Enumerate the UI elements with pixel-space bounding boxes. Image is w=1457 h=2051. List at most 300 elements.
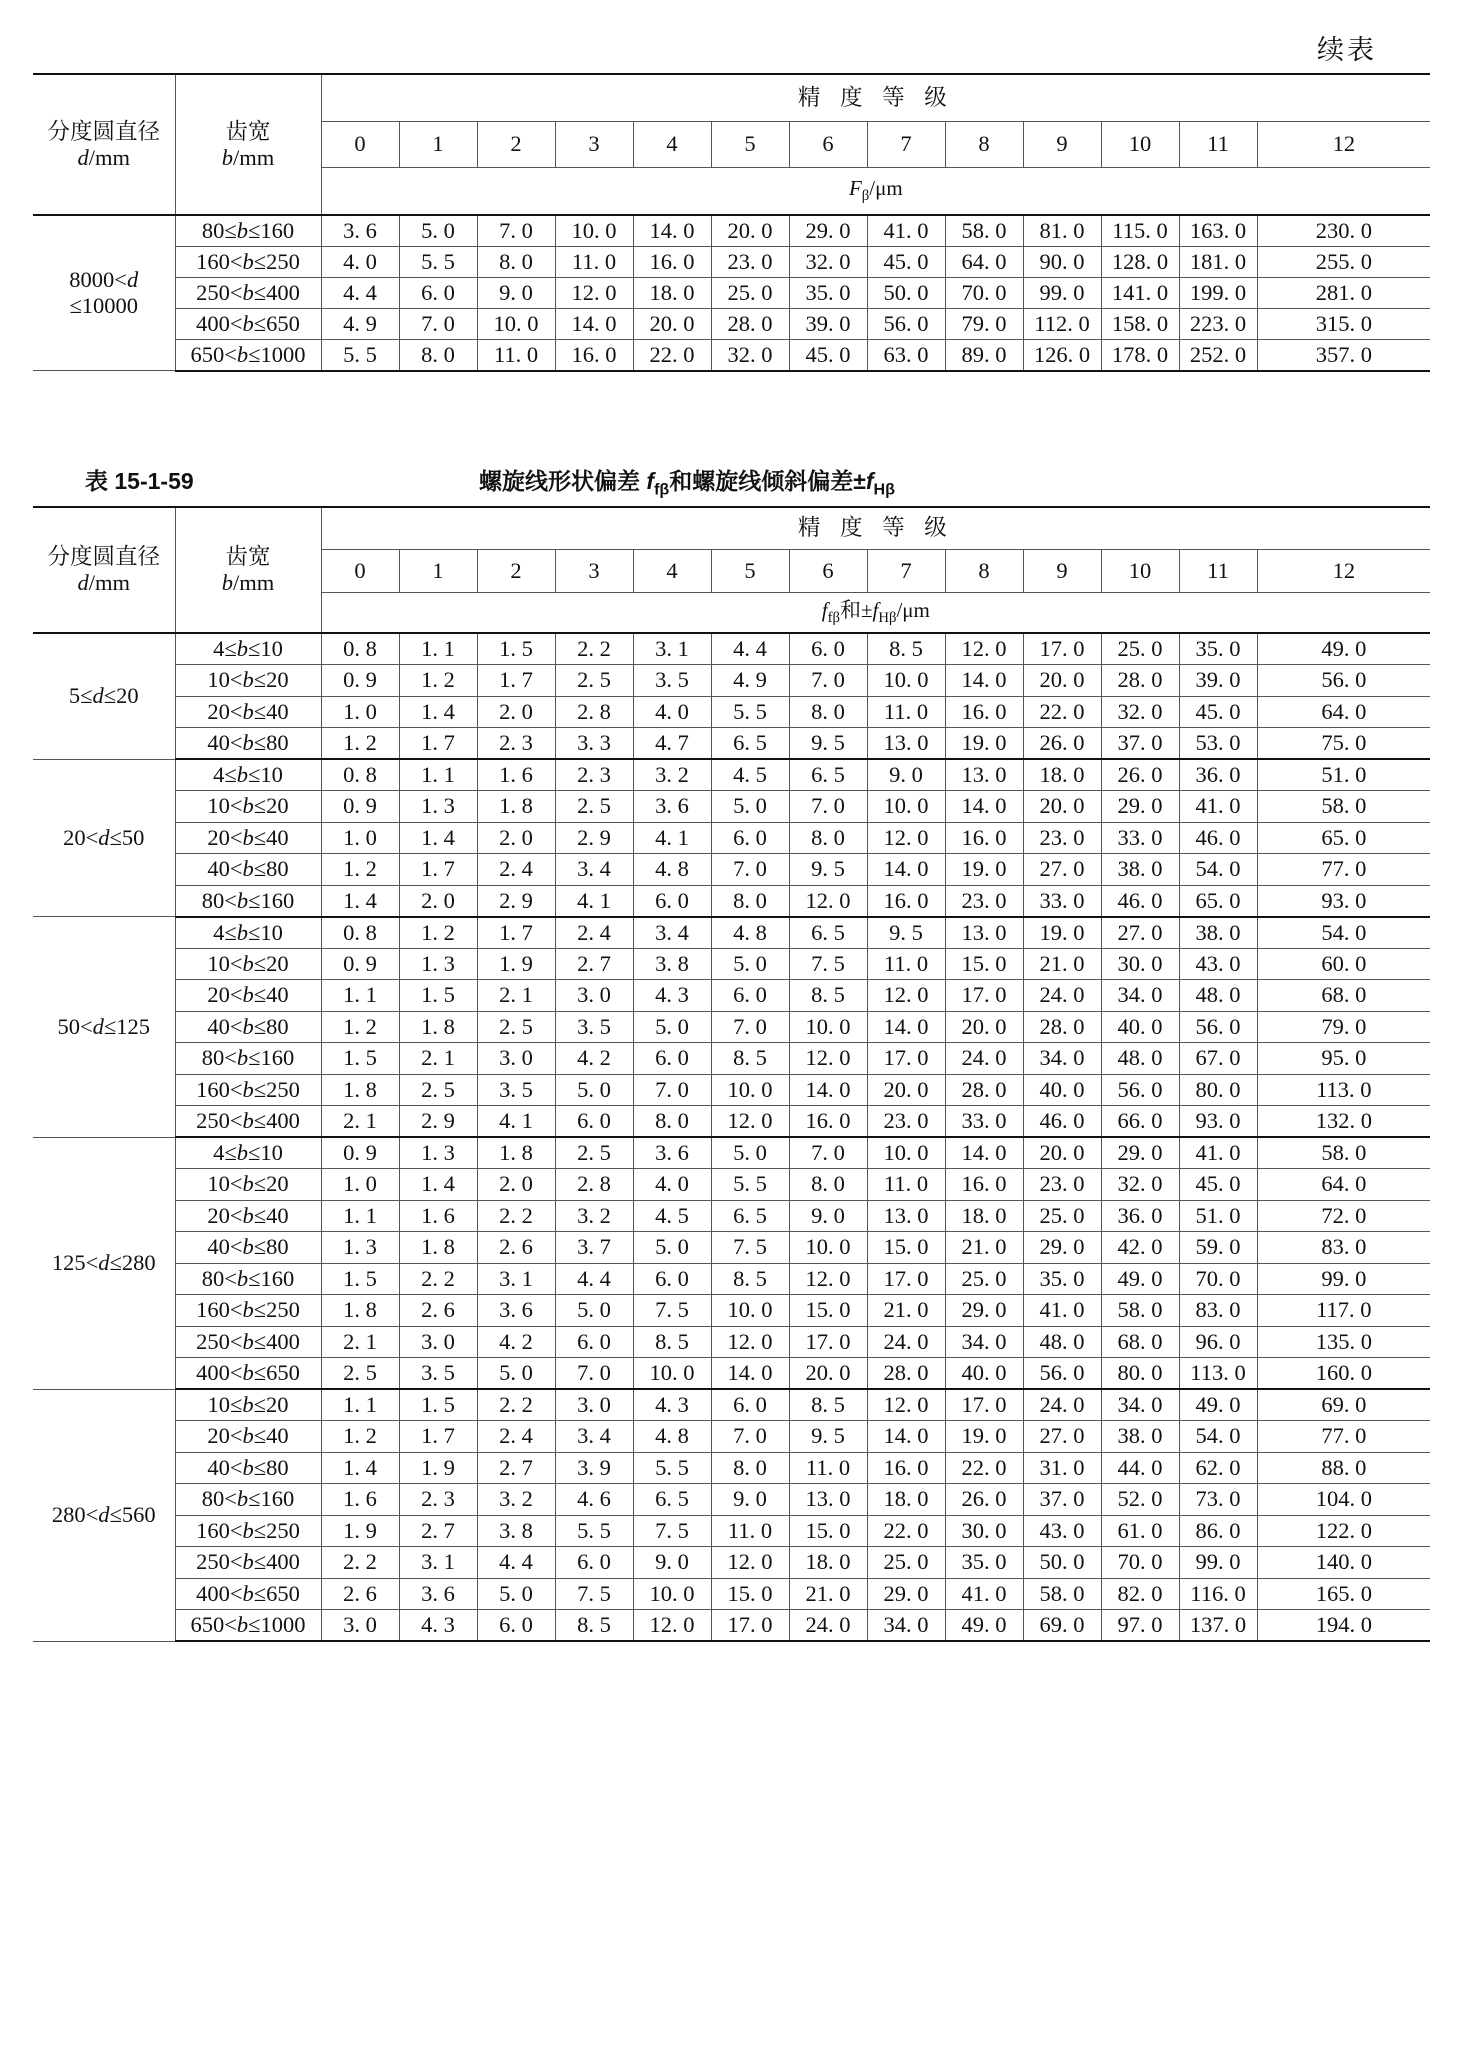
value-cell: 16. 0 xyxy=(945,696,1023,728)
value-cell: 41. 0 xyxy=(1179,1137,1257,1169)
value-cell: 34. 0 xyxy=(1101,980,1179,1012)
value-cell: 160. 0 xyxy=(1257,1358,1430,1390)
value-cell: 3. 1 xyxy=(633,633,711,665)
value-cell: 2. 3 xyxy=(555,759,633,791)
value-cell: 3. 2 xyxy=(555,1200,633,1232)
value-cell: 28. 0 xyxy=(867,1358,945,1390)
value-cell: 1. 8 xyxy=(321,1295,399,1327)
value-cell: 0. 9 xyxy=(321,948,399,980)
value-cell: 14. 0 xyxy=(867,1011,945,1043)
value-cell: 2. 1 xyxy=(321,1326,399,1358)
value-cell: 54. 0 xyxy=(1179,854,1257,886)
value-cell: 194. 0 xyxy=(1257,1610,1430,1642)
value-cell: 4. 8 xyxy=(711,917,789,949)
grade-12: 12 xyxy=(1257,121,1430,167)
continued-label: 续表 xyxy=(1317,35,1377,65)
value-cell: 16. 0 xyxy=(945,822,1023,854)
value-cell: 115. 0 xyxy=(1101,215,1179,246)
value-cell: 48. 0 xyxy=(1179,980,1257,1012)
value-cell: 20. 0 xyxy=(867,1074,945,1106)
value-cell: 39. 0 xyxy=(1179,665,1257,697)
value-cell: 34. 0 xyxy=(867,1610,945,1642)
value-cell: 6. 0 xyxy=(555,1106,633,1138)
value-cell: 38. 0 xyxy=(1101,1421,1179,1453)
table-row xyxy=(33,1326,1430,1358)
value-cell: 4. 8 xyxy=(633,1421,711,1453)
value-cell: 104. 0 xyxy=(1257,1484,1430,1516)
value-cell: 14. 0 xyxy=(945,791,1023,823)
value-cell: 14. 0 xyxy=(867,1421,945,1453)
value-cell: 0. 8 xyxy=(321,759,399,791)
value-cell: 135. 0 xyxy=(1257,1326,1430,1358)
value-cell: 1. 2 xyxy=(399,665,477,697)
value-cell: 6. 5 xyxy=(711,728,789,760)
value-cell: 29. 0 xyxy=(1101,791,1179,823)
value-cell: 62. 0 xyxy=(1179,1452,1257,1484)
value-cell: 2. 4 xyxy=(477,1421,555,1453)
value-cell: 14. 0 xyxy=(711,1358,789,1390)
value-cell: 7. 0 xyxy=(477,215,555,246)
value-cell: 34. 0 xyxy=(1023,1043,1101,1075)
value-cell: 12. 0 xyxy=(711,1326,789,1358)
value-cell: 18. 0 xyxy=(633,277,711,308)
value-cell: 3. 8 xyxy=(633,948,711,980)
table-row xyxy=(33,1295,1430,1327)
value-cell: 32. 0 xyxy=(1101,696,1179,728)
value-cell: 3. 7 xyxy=(555,1232,633,1264)
value-cell: 35. 0 xyxy=(789,277,867,308)
value-cell: 65. 0 xyxy=(1179,885,1257,917)
value-cell: 80. 0 xyxy=(1179,1074,1257,1106)
value-cell: 1. 2 xyxy=(399,917,477,949)
value-cell: 8. 0 xyxy=(711,1452,789,1484)
value-cell: 13. 0 xyxy=(867,1200,945,1232)
value-cell: 10. 0 xyxy=(633,1358,711,1390)
value-cell: 1. 7 xyxy=(399,728,477,760)
value-cell: 1. 3 xyxy=(399,948,477,980)
value-cell: 2. 0 xyxy=(477,1169,555,1201)
value-cell: 16. 0 xyxy=(555,340,633,371)
value-cell: 1. 5 xyxy=(399,980,477,1012)
value-cell: 31. 0 xyxy=(1023,1452,1101,1484)
value-cell: 2. 8 xyxy=(555,1169,633,1201)
value-cell: 4. 5 xyxy=(711,759,789,791)
value-cell: 2. 9 xyxy=(555,822,633,854)
value-cell: 8. 0 xyxy=(789,1169,867,1201)
value-cell: 54. 0 xyxy=(1257,917,1430,949)
value-cell: 18. 0 xyxy=(867,1484,945,1516)
value-cell: 1. 0 xyxy=(321,1169,399,1201)
value-cell: 4. 9 xyxy=(711,665,789,697)
value-cell: 3. 0 xyxy=(555,980,633,1012)
value-cell: 5. 0 xyxy=(633,1232,711,1264)
value-cell: 96. 0 xyxy=(1179,1326,1257,1358)
value-cell: 80. 0 xyxy=(1101,1358,1179,1390)
width-range: 40<b≤80 xyxy=(175,1232,321,1264)
value-cell: 3. 1 xyxy=(477,1263,555,1295)
value-cell: 69. 0 xyxy=(1023,1610,1101,1642)
value-cell: 2. 5 xyxy=(555,791,633,823)
header-grade: 精 度 等 级 xyxy=(321,507,1430,549)
value-cell: 68. 0 xyxy=(1101,1326,1179,1358)
grade-4: 4 xyxy=(633,549,711,592)
width-range: 10<b≤20 xyxy=(175,948,321,980)
value-cell: 48. 0 xyxy=(1023,1326,1101,1358)
value-cell: 58. 0 xyxy=(1257,791,1430,823)
table-row xyxy=(33,1137,1430,1169)
width-range: 80<b≤160 xyxy=(175,1263,321,1295)
value-cell: 24. 0 xyxy=(945,1043,1023,1075)
value-cell: 1. 7 xyxy=(477,665,555,697)
value-cell: 4. 1 xyxy=(633,822,711,854)
value-cell: 16. 0 xyxy=(945,1169,1023,1201)
value-cell: 2. 4 xyxy=(555,917,633,949)
value-cell: 116. 0 xyxy=(1179,1578,1257,1610)
value-cell: 29. 0 xyxy=(1023,1232,1101,1264)
value-cell: 181. 0 xyxy=(1179,246,1257,277)
value-cell: 12. 0 xyxy=(711,1106,789,1138)
value-cell: 3. 6 xyxy=(477,1295,555,1327)
value-cell: 13. 0 xyxy=(945,759,1023,791)
value-cell: 1. 4 xyxy=(321,1452,399,1484)
value-cell: 23. 0 xyxy=(945,885,1023,917)
value-cell: 3. 5 xyxy=(555,1011,633,1043)
value-cell: 7. 0 xyxy=(789,1137,867,1169)
value-cell: 1. 5 xyxy=(321,1043,399,1075)
value-cell: 17. 0 xyxy=(945,980,1023,1012)
value-cell: 35. 0 xyxy=(945,1547,1023,1579)
value-cell: 10. 0 xyxy=(711,1295,789,1327)
value-cell: 7. 0 xyxy=(711,1011,789,1043)
value-cell: 1. 1 xyxy=(321,1200,399,1232)
value-cell: 2. 9 xyxy=(399,1106,477,1138)
width-range: 4≤b≤10 xyxy=(175,917,321,949)
value-cell: 7. 0 xyxy=(789,791,867,823)
value-cell: 1. 2 xyxy=(321,728,399,760)
value-cell: 1. 6 xyxy=(477,759,555,791)
value-cell: 30. 0 xyxy=(1101,948,1179,980)
grade-5: 5 xyxy=(711,549,789,592)
value-cell: 25. 0 xyxy=(945,1263,1023,1295)
value-cell: 77. 0 xyxy=(1257,854,1430,886)
value-cell: 41. 0 xyxy=(1179,791,1257,823)
value-cell: 11. 0 xyxy=(711,1515,789,1547)
width-range: 650<b≤1000 xyxy=(175,340,321,371)
width-range: 400<b≤650 xyxy=(175,1358,321,1390)
grade-6: 6 xyxy=(789,121,867,167)
value-cell: 22. 0 xyxy=(1023,696,1101,728)
grade-3: 3 xyxy=(555,549,633,592)
value-cell: 4. 0 xyxy=(321,246,399,277)
value-cell: 43. 0 xyxy=(1179,948,1257,980)
value-cell: 7. 0 xyxy=(555,1358,633,1390)
value-cell: 79. 0 xyxy=(945,309,1023,340)
value-cell: 40. 0 xyxy=(1023,1074,1101,1106)
value-cell: 2. 1 xyxy=(321,1106,399,1138)
value-cell: 5. 5 xyxy=(321,340,399,371)
value-cell: 10. 0 xyxy=(477,309,555,340)
diameter-range: 5≤d≤20 xyxy=(33,633,175,759)
value-cell: 7. 0 xyxy=(789,665,867,697)
value-cell: 1. 5 xyxy=(321,1263,399,1295)
width-range: 40<b≤80 xyxy=(175,1011,321,1043)
diameter-range: 50<d≤125 xyxy=(33,917,175,1138)
value-cell: 29. 0 xyxy=(789,215,867,246)
value-cell: 2. 0 xyxy=(477,696,555,728)
value-cell: 4. 7 xyxy=(633,728,711,760)
value-cell: 25. 0 xyxy=(711,277,789,308)
value-cell: 24. 0 xyxy=(867,1326,945,1358)
table-row xyxy=(33,728,1430,760)
value-cell: 56. 0 xyxy=(867,309,945,340)
value-cell: 140. 0 xyxy=(1257,1547,1430,1579)
width-range: 250<b≤400 xyxy=(175,1547,321,1579)
value-cell: 4. 4 xyxy=(555,1263,633,1295)
value-cell: 1. 9 xyxy=(477,948,555,980)
value-cell: 252. 0 xyxy=(1179,340,1257,371)
value-cell: 4. 8 xyxy=(633,854,711,886)
value-cell: 7. 0 xyxy=(711,1421,789,1453)
value-cell: 63. 0 xyxy=(867,340,945,371)
value-cell: 4. 6 xyxy=(555,1484,633,1516)
table-row xyxy=(33,1169,1430,1201)
grade-7: 7 xyxy=(867,121,945,167)
value-cell: 7. 5 xyxy=(633,1515,711,1547)
value-cell: 23. 0 xyxy=(1023,1169,1101,1201)
value-cell: 35. 0 xyxy=(1023,1263,1101,1295)
value-cell: 1. 0 xyxy=(321,696,399,728)
table-row xyxy=(33,759,1430,791)
value-cell: 20. 0 xyxy=(789,1358,867,1390)
value-cell: 3. 2 xyxy=(633,759,711,791)
value-cell: 5. 5 xyxy=(633,1452,711,1484)
value-cell: 72. 0 xyxy=(1257,1200,1430,1232)
value-cell: 1. 9 xyxy=(399,1452,477,1484)
value-cell: 14. 0 xyxy=(633,215,711,246)
value-cell: 0. 9 xyxy=(321,791,399,823)
value-cell: 13. 0 xyxy=(867,728,945,760)
value-cell: 2. 1 xyxy=(399,1043,477,1075)
value-cell: 8. 5 xyxy=(711,1043,789,1075)
value-cell: 7. 0 xyxy=(711,854,789,886)
value-cell: 16. 0 xyxy=(633,246,711,277)
value-cell: 4. 3 xyxy=(633,980,711,1012)
value-cell: 46. 0 xyxy=(1101,885,1179,917)
value-cell: 5. 0 xyxy=(555,1074,633,1106)
table-row xyxy=(33,1043,1430,1075)
value-cell: 7. 5 xyxy=(555,1578,633,1610)
table-row xyxy=(33,1578,1430,1610)
value-cell: 8. 5 xyxy=(555,1610,633,1642)
value-cell: 2. 6 xyxy=(477,1232,555,1264)
grade-3: 3 xyxy=(555,121,633,167)
table-row xyxy=(33,1074,1430,1106)
grade-2: 2 xyxy=(477,121,555,167)
table-row xyxy=(33,696,1430,728)
grade-4: 4 xyxy=(633,121,711,167)
value-cell: 43. 0 xyxy=(1023,1515,1101,1547)
value-cell: 20. 0 xyxy=(1023,665,1101,697)
value-cell: 4. 5 xyxy=(633,1200,711,1232)
value-cell: 69. 0 xyxy=(1257,1389,1430,1421)
value-cell: 27. 0 xyxy=(1023,1421,1101,1453)
value-cell: 1. 2 xyxy=(321,1421,399,1453)
value-cell: 93. 0 xyxy=(1257,885,1430,917)
value-cell: 1. 8 xyxy=(399,1011,477,1043)
value-cell: 1. 3 xyxy=(321,1232,399,1264)
value-cell: 45. 0 xyxy=(789,340,867,371)
value-cell: 113. 0 xyxy=(1257,1074,1430,1106)
value-cell: 1. 9 xyxy=(321,1515,399,1547)
value-cell: 1. 3 xyxy=(399,1137,477,1169)
value-cell: 112. 0 xyxy=(1023,309,1101,340)
value-cell: 46. 0 xyxy=(1023,1106,1101,1138)
width-range: 20<b≤40 xyxy=(175,822,321,854)
value-cell: 2. 6 xyxy=(321,1578,399,1610)
value-cell: 83. 0 xyxy=(1179,1295,1257,1327)
value-cell: 5. 0 xyxy=(711,948,789,980)
caption-number: 表 15-1-59 xyxy=(85,468,194,494)
value-cell: 4. 3 xyxy=(399,1610,477,1642)
value-cell: 48. 0 xyxy=(1101,1043,1179,1075)
value-cell: 60. 0 xyxy=(1257,948,1430,980)
value-cell: 1. 4 xyxy=(399,1169,477,1201)
value-cell: 21. 0 xyxy=(1023,948,1101,980)
value-cell: 5. 0 xyxy=(633,1011,711,1043)
value-cell: 93. 0 xyxy=(1179,1106,1257,1138)
value-cell: 2. 3 xyxy=(477,728,555,760)
value-cell: 67. 0 xyxy=(1179,1043,1257,1075)
value-cell: 33. 0 xyxy=(1023,885,1101,917)
value-cell: 357. 0 xyxy=(1257,340,1430,371)
value-cell: 33. 0 xyxy=(1101,822,1179,854)
header-grade: 精 度 等 级 xyxy=(321,74,1430,121)
value-cell: 50. 0 xyxy=(1023,1547,1101,1579)
value-cell: 34. 0 xyxy=(1101,1389,1179,1421)
table-row xyxy=(33,1200,1430,1232)
value-cell: 21. 0 xyxy=(789,1578,867,1610)
value-cell: 6. 0 xyxy=(711,980,789,1012)
width-range: 400<b≤650 xyxy=(175,309,321,340)
value-cell: 18. 0 xyxy=(1023,759,1101,791)
value-cell: 255. 0 xyxy=(1257,246,1430,277)
table-row xyxy=(33,980,1430,1012)
value-cell: 12. 0 xyxy=(867,980,945,1012)
value-cell: 18. 0 xyxy=(789,1547,867,1579)
value-cell: 64. 0 xyxy=(945,246,1023,277)
value-cell: 2. 3 xyxy=(399,1484,477,1516)
diameter-range: 125<d≤280 xyxy=(33,1137,175,1389)
value-cell: 4. 0 xyxy=(633,696,711,728)
value-cell: 3. 6 xyxy=(399,1578,477,1610)
value-cell: 11. 0 xyxy=(867,696,945,728)
value-cell: 3. 8 xyxy=(477,1515,555,1547)
value-cell: 59. 0 xyxy=(1179,1232,1257,1264)
value-cell: 3. 0 xyxy=(321,1610,399,1642)
table-row xyxy=(33,277,1430,308)
grade-9: 9 xyxy=(1023,549,1101,592)
value-cell: 8. 5 xyxy=(867,633,945,665)
value-cell: 1. 4 xyxy=(321,885,399,917)
value-cell: 10. 0 xyxy=(555,215,633,246)
value-cell: 2. 6 xyxy=(399,1295,477,1327)
value-cell: 33. 0 xyxy=(945,1106,1023,1138)
value-cell: 99. 0 xyxy=(1257,1263,1430,1295)
value-cell: 9. 5 xyxy=(789,854,867,886)
value-cell: 6. 0 xyxy=(789,633,867,665)
value-cell: 49. 0 xyxy=(945,1610,1023,1642)
value-cell: 1. 4 xyxy=(399,822,477,854)
value-cell: 61. 0 xyxy=(1101,1515,1179,1547)
value-cell: 8. 5 xyxy=(633,1326,711,1358)
value-cell: 56. 0 xyxy=(1101,1074,1179,1106)
value-cell: 23. 0 xyxy=(867,1106,945,1138)
value-cell: 5. 0 xyxy=(555,1295,633,1327)
value-cell: 35. 0 xyxy=(1179,633,1257,665)
value-cell: 0. 9 xyxy=(321,665,399,697)
value-cell: 1. 8 xyxy=(477,1137,555,1169)
value-cell: 40. 0 xyxy=(1101,1011,1179,1043)
diameter-range: 20<d≤50 xyxy=(33,759,175,917)
value-cell: 1. 0 xyxy=(321,822,399,854)
value-cell: 12. 0 xyxy=(789,1263,867,1295)
value-cell: 1. 1 xyxy=(399,759,477,791)
value-cell: 39. 0 xyxy=(789,309,867,340)
value-cell: 4. 4 xyxy=(711,633,789,665)
value-cell: 27. 0 xyxy=(1101,917,1179,949)
table-row xyxy=(33,1263,1430,1295)
value-cell: 1. 6 xyxy=(321,1484,399,1516)
value-cell: 12. 0 xyxy=(711,1547,789,1579)
value-cell: 5. 0 xyxy=(399,215,477,246)
value-cell: 223. 0 xyxy=(1179,309,1257,340)
value-cell: 158. 0 xyxy=(1101,309,1179,340)
value-cell: 68. 0 xyxy=(1257,980,1430,1012)
value-cell: 137. 0 xyxy=(1179,1610,1257,1642)
value-cell: 6. 0 xyxy=(633,1263,711,1295)
value-cell: 1. 2 xyxy=(321,1011,399,1043)
value-cell: 5. 5 xyxy=(555,1515,633,1547)
value-cell: 17. 0 xyxy=(711,1610,789,1642)
value-cell: 14. 0 xyxy=(945,665,1023,697)
value-cell: 5. 0 xyxy=(477,1358,555,1390)
value-cell: 26. 0 xyxy=(1101,759,1179,791)
value-cell: 12. 0 xyxy=(867,1389,945,1421)
value-cell: 28. 0 xyxy=(1023,1011,1101,1043)
value-cell: 58. 0 xyxy=(1023,1578,1101,1610)
value-cell: 11. 0 xyxy=(789,1452,867,1484)
value-cell: 36. 0 xyxy=(1179,759,1257,791)
value-cell: 20. 0 xyxy=(1023,791,1101,823)
value-cell: 3. 4 xyxy=(555,854,633,886)
value-cell: 1. 6 xyxy=(399,1200,477,1232)
value-cell: 4. 4 xyxy=(477,1547,555,1579)
value-cell: 6. 5 xyxy=(633,1484,711,1516)
grade-0: 0 xyxy=(321,549,399,592)
width-range: 80<b≤160 xyxy=(175,1484,321,1516)
width-range: 160<b≤250 xyxy=(175,246,321,277)
value-cell: 95. 0 xyxy=(1257,1043,1430,1075)
value-cell: 56. 0 xyxy=(1023,1358,1101,1390)
value-cell: 2. 8 xyxy=(555,696,633,728)
value-cell: 6. 0 xyxy=(477,1610,555,1642)
value-cell: 12. 0 xyxy=(633,1610,711,1642)
value-cell: 3. 6 xyxy=(321,215,399,246)
value-cell: 21. 0 xyxy=(945,1232,1023,1264)
grade-7: 7 xyxy=(867,549,945,592)
value-cell: 7. 0 xyxy=(633,1074,711,1106)
value-cell: 21. 0 xyxy=(867,1295,945,1327)
